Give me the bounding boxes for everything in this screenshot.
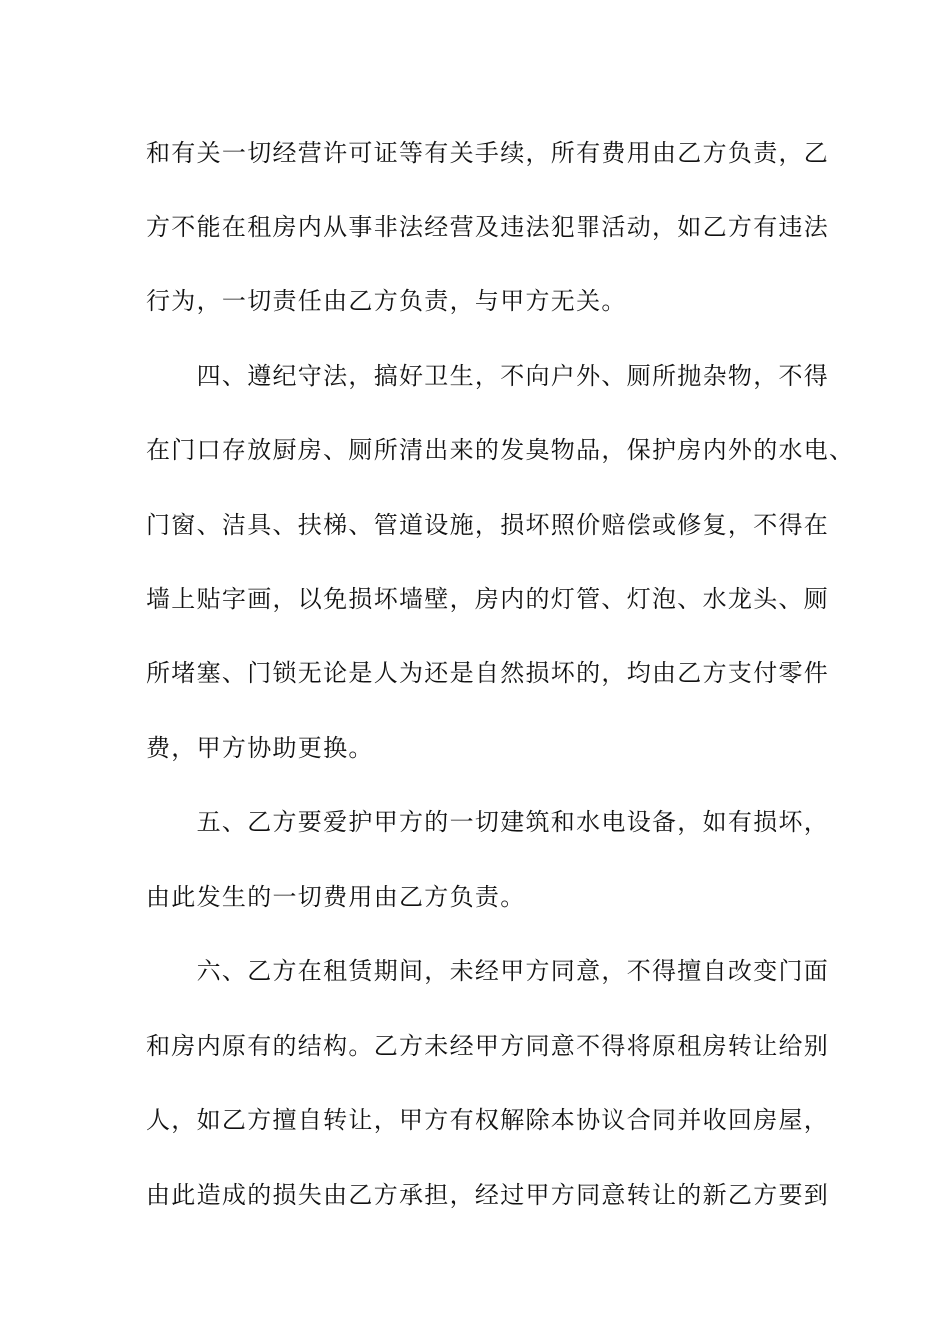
- text-line-12: 六、乙方在租赁期间，未经甲方同意，不得擅自改变门面: [146, 957, 830, 985]
- text-line-5: 在门口存放厨房、厕所清出来的发臭物品，保护房内外的水电、: [146, 436, 855, 464]
- text-line-6: 门窗、洁具、扶梯、管道设施，损坏照价赔偿或修复，不得在: [146, 511, 830, 539]
- text-line-9: 费，甲方协助更换。: [146, 734, 374, 762]
- text-line-14: 人，如乙方擅自转让，甲方有权解除本协议合同并收回房屋，: [146, 1106, 830, 1134]
- text-line-15: 由此造成的损失由乙方承担，经过甲方同意转让的新乙方要到: [146, 1181, 830, 1209]
- text-line-2: 方不能在租房内从事非法经营及违法犯罪活动，如乙方有违法: [146, 213, 830, 241]
- text-line-13: 和房内原有的结构。乙方未经甲方同意不得将原租房转让给别: [146, 1032, 830, 1060]
- text-line-11: 由此发生的一切费用由乙方负责。: [146, 883, 526, 911]
- text-line-4: 四、遵纪守法，搞好卫生，不向户外、厕所抛杂物，不得: [146, 362, 830, 390]
- text-line-1: 和有关一切经营许可证等有关手续，所有费用由乙方负责，乙: [146, 139, 830, 167]
- text-line-10: 五、乙方要爱护甲方的一切建筑和水电设备，如有损坏，: [146, 808, 830, 836]
- text-line-7: 墙上贴字画，以免损坏墙壁，房内的灯管、灯泡、水龙头、厕: [146, 585, 830, 613]
- text-line-8: 所堵塞、门锁无论是人为还是自然损坏的，均由乙方支付零件: [146, 659, 830, 687]
- text-line-3: 行为，一切责任由乙方负责，与甲方无关。: [146, 287, 627, 315]
